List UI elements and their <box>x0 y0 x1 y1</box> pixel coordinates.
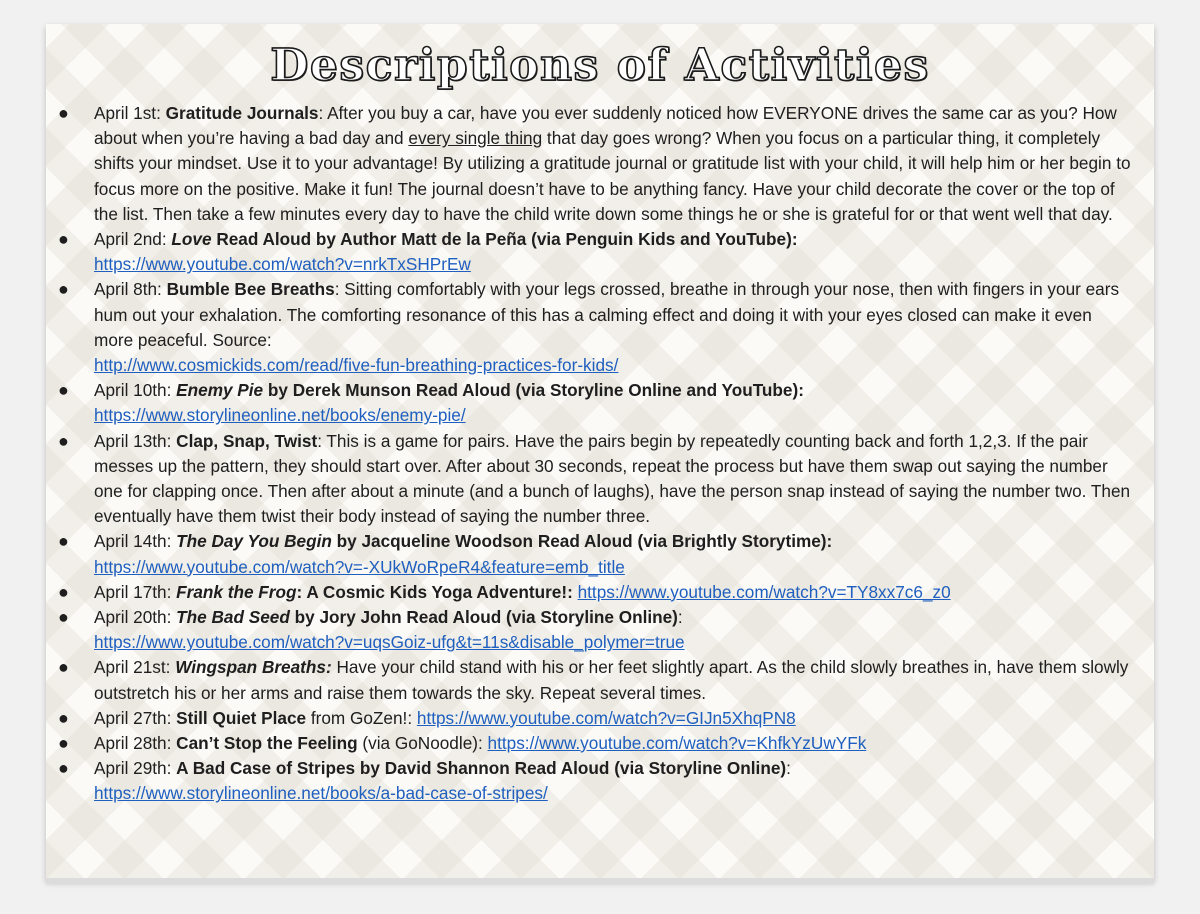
item-date: April 28th: <box>94 733 172 754</box>
item-title-rest: by Derek Munson Read Aloud (via Storyline Online and YouTube): <box>267 380 804 401</box>
item-text: : Sitting comfortably with your legs crossed, breathe in through your nose, then with fingers in your ears hum out your exhalation. The comforting resonance of this has a calming effect and doing it with your eyes closed can make it even more peaceful. Source: <box>94 279 1120 350</box>
item-title: Love <box>171 229 212 250</box>
item-text: that day goes wrong? When you focus on a particular thing, it completely shifts your mindset. Use it to your advantage! By utilizing a gratitude journal or gratitude list with your child, it will help him or her begin to focus more on the positive. Make it fun! The journal doesn’t have to be anything fancy. Have your child decorate the cover or the top of the list. Then take a few minutes every day to have the child write down some things he or she is grateful for or that went well that day. <box>94 128 1131 224</box>
bullet-icon: ● <box>58 758 69 779</box>
bullet-icon: ● <box>58 707 69 728</box>
item-title-rest: by Jory John Read Aloud (via Storyline Online) <box>294 607 678 628</box>
item-link[interactable]: https://www.youtube.com/watch?v=-XUkWoRpeR4&feature=emb_title <box>94 556 625 577</box>
item-underlined-text: every single thing <box>408 128 543 149</box>
item-date: April 14th: <box>94 531 172 552</box>
list-item <box>0 756 1134 806</box>
item-title: The Bad Seed <box>176 607 290 628</box>
bullet-icon: ● <box>58 733 69 754</box>
item-date: April 10th: <box>94 380 172 401</box>
item-date: April 21st: <box>94 657 171 678</box>
item-title: A Bad Case of Stripes by David Shannon Read Aloud (via Storyline Online) <box>176 758 787 779</box>
item-date: April 20th: <box>94 607 172 628</box>
item-title: Bumble Bee Breaths <box>166 279 335 300</box>
list-item <box>0 655 1134 705</box>
list-item <box>0 529 1134 579</box>
item-title: Clap, Snap, Twist <box>176 430 318 451</box>
item-date: April 8th: <box>94 279 162 300</box>
list-item <box>0 706 1134 731</box>
item-date: April 17th: <box>94 581 172 602</box>
item-link[interactable]: https://www.youtube.com/watch?v=uqsGoiz-ufg&t=11s&disable_polymer=true <box>94 632 685 653</box>
item-suffix: : <box>677 607 683 628</box>
item-title-rest: by Jacqueline Woodson Read Aloud (via Brightly Storytime): <box>336 531 833 552</box>
list-item <box>0 277 1134 378</box>
list-item <box>0 101 1134 227</box>
item-text: : This is a game for pairs. Have the pairs begin by repeatedly counting back and forth 1,2,3. If the pair messes up the pattern, they should start over. After about 30 seconds, repeat the process but have them swap out saying the number one for clapping once. Then after about a minute (and a bunch of laughs), have the person snap instead of saying the number two. Then eventually have them twist their body instead of saying the number three. <box>94 430 1131 527</box>
item-title: Still Quiet Place <box>176 707 307 728</box>
item-date: April 2nd: <box>94 229 167 250</box>
list-item <box>0 605 1134 655</box>
item-link[interactable]: https://www.storylineonline.net/books/a-bad-case-of-stripes/ <box>94 783 548 804</box>
bullet-icon: ● <box>58 607 69 628</box>
item-title: Gratitude Journals <box>165 103 319 123</box>
item-text: (via GoNoodle): <box>357 733 483 754</box>
item-link[interactable]: https://www.youtube.com/watch?v=KhfkYzUwYFk <box>487 733 867 754</box>
item-date: April 1st: <box>94 103 161 123</box>
item-link[interactable]: https://www.storylineonline.net/books/enemy-pie/ <box>94 405 466 426</box>
bullet-icon: ● <box>58 279 69 300</box>
bullet-icon: ● <box>58 657 69 678</box>
activity-list <box>0 101 1200 807</box>
list-item <box>0 731 1134 756</box>
bullet-icon: ● <box>58 380 69 401</box>
bullet-icon: ● <box>58 229 69 250</box>
item-text: from GoZen!: <box>306 707 413 728</box>
item-link[interactable]: https://www.youtube.com/watch?v=TY8xx7c6_z0 <box>577 581 951 602</box>
item-link[interactable]: https://www.youtube.com/watch?v=GIJn5XhqPN8 <box>416 707 796 728</box>
bullet-icon: ● <box>58 581 69 602</box>
item-link[interactable]: https://www.youtube.com/watch?v=nrkTxSHPrEw <box>94 254 471 275</box>
item-date: April 13th: <box>94 430 172 451</box>
bullet-icon: ● <box>58 430 69 451</box>
item-date: April 27th: <box>94 707 172 728</box>
page-bottom-edge <box>46 878 1154 884</box>
item-date: April 29th: <box>94 758 172 779</box>
item-title-rest: : A Cosmic Kids Yoga Adventure!: <box>296 581 573 602</box>
item-title: Enemy Pie <box>176 380 264 401</box>
item-title-rest: Read Aloud by Author Matt de la Peña (via Penguin Kids and YouTube): <box>216 229 798 250</box>
list-item <box>0 429 1134 530</box>
list-item <box>0 378 1134 428</box>
list-item <box>0 227 1134 277</box>
item-title: Wingspan Breaths: <box>175 657 332 678</box>
item-text: : After you buy a car, have you ever suddenly noticed how EVERYONE drives the same car as you? How about when you’re having a bad day and <box>94 103 1117 149</box>
item-title: The Day You Begin <box>176 531 332 552</box>
list-item <box>0 580 1134 605</box>
bullet-icon: ● <box>58 531 69 552</box>
page-title: Descriptions of Activities <box>270 40 930 91</box>
bullet-icon: ● <box>58 103 69 123</box>
item-title: Can’t Stop the Feeling <box>176 733 358 754</box>
item-text: Have your child stand with his or her feet slightly apart. As the child slowly breathes in, have them slowly outstretch his or her arms and raise them towards the sky. Repeat several times. <box>94 657 1129 703</box>
item-link[interactable]: http://www.cosmickids.com/read/five-fun-breathing-practices-for-kids/ <box>94 355 619 376</box>
item-title: Frank the Frog <box>176 581 297 602</box>
item-text: : <box>786 758 791 779</box>
